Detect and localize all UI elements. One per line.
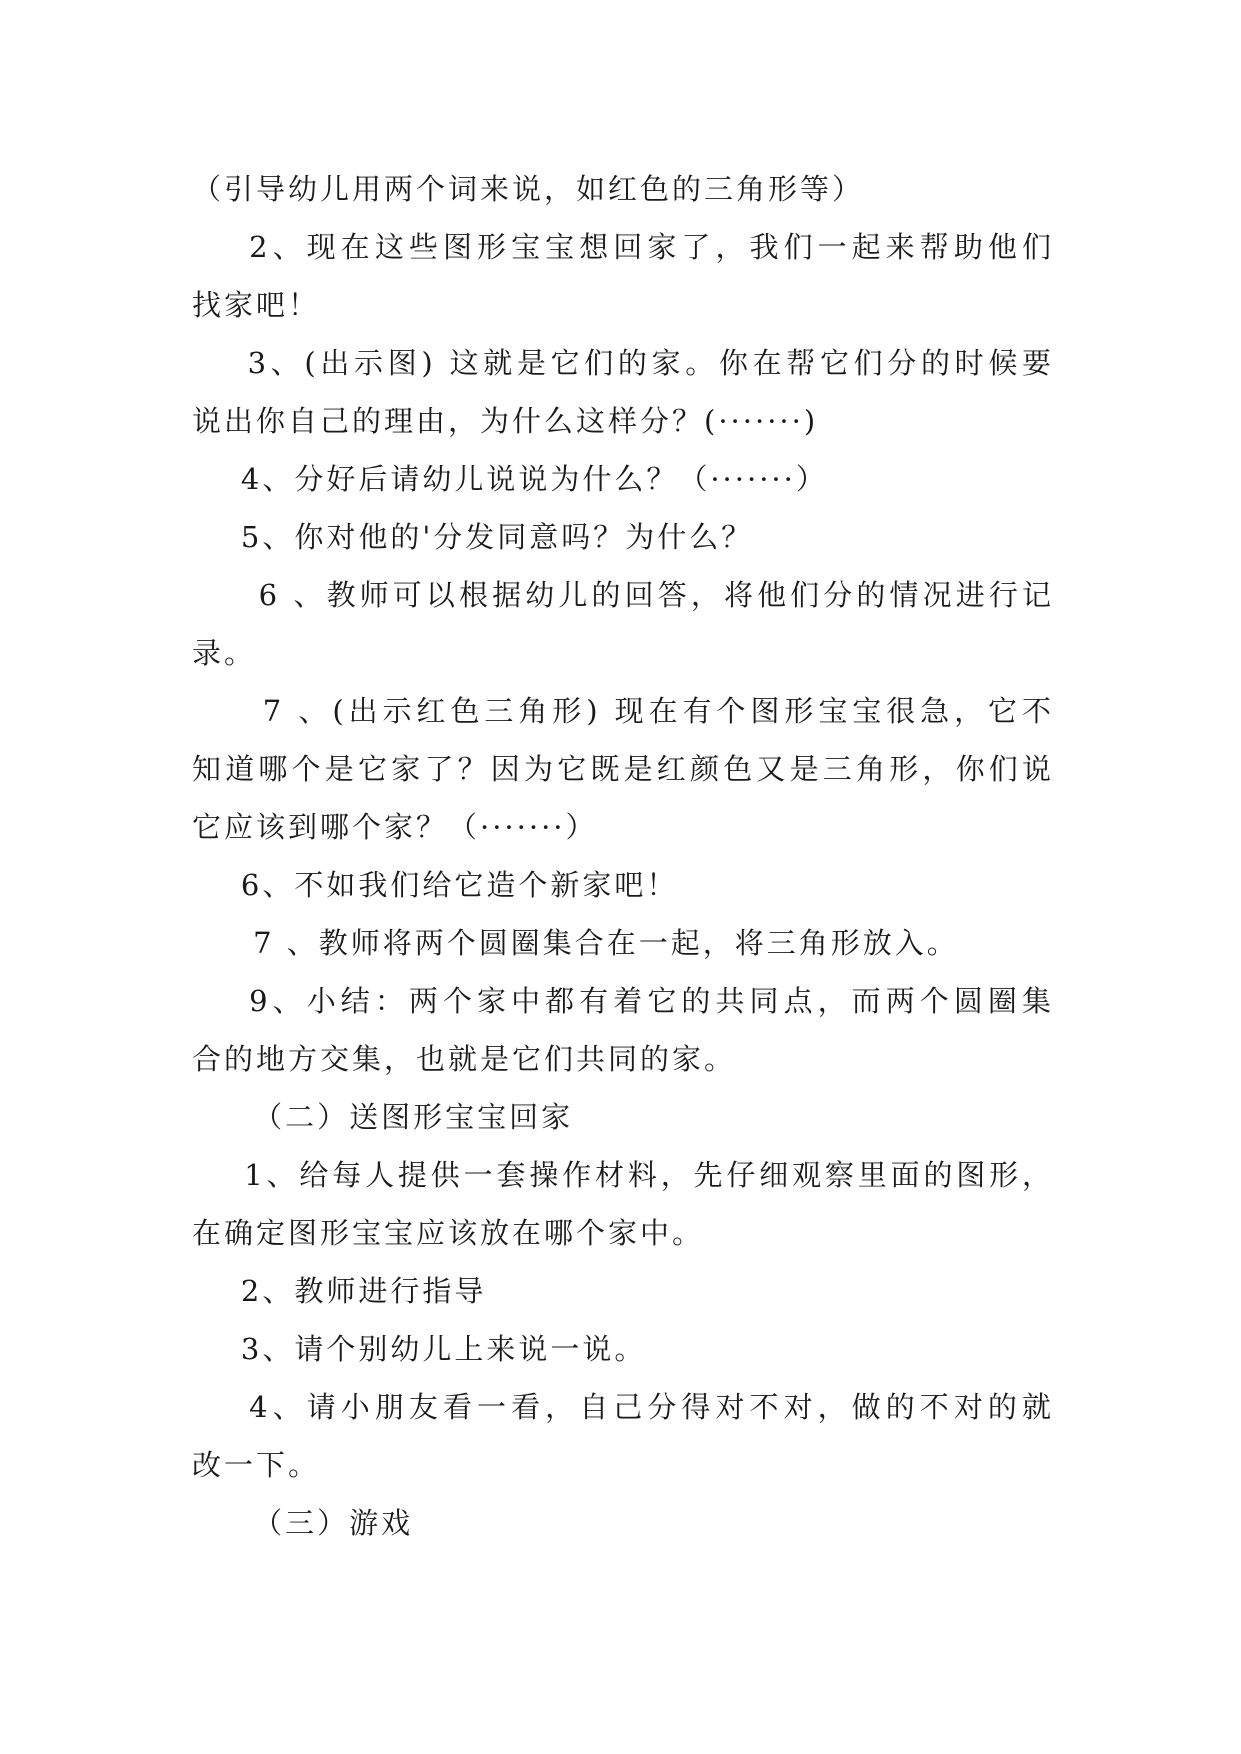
text-line: 合的地方交集，也就是它们共同的家。 (192, 1042, 737, 1076)
text-line: 4、请小朋友看一看，自己分得对不对，做的不对的就 (192, 1390, 1054, 1424)
text-line: 7 、(出示红色三角形) 现在有个图形宝宝很急，它不 (192, 694, 1054, 728)
section-heading: （二）送图形宝宝回家 (192, 1100, 574, 1134)
text-line: 说出你自己的理由，为什么这样分？(·······) (192, 404, 819, 438)
text-line: 7 、教师将两个圆圈集合在一起，将三角形放入。 (192, 926, 959, 960)
text-line: 录。 (192, 636, 257, 670)
text-line: 9、小结：两个家中都有着它的共同点，而两个圆圈集 (192, 984, 1054, 1018)
text-line: 1、给每人提供一套操作材料，先仔细观察里面的图形， (192, 1158, 1054, 1192)
text-line: 它应该到哪个家？（·······） (192, 810, 598, 844)
document-body (192, 160, 1054, 1552)
section-heading: （三）游戏 (192, 1506, 414, 1540)
text-line: 4、分好后请幼儿说说为什么？（·······） (192, 462, 828, 496)
text-line: 在确定图形宝宝应该放在哪个家中。 (192, 1216, 705, 1250)
text-line: 改一下。 (192, 1448, 321, 1482)
text-line: 2、现在这些图形宝宝想回家了，我们一起来帮助他们 (192, 230, 1054, 264)
text-line: 5、你对他的'分发同意吗？为什么？ (192, 520, 754, 554)
text-line: 3、请个别幼儿上来说一说。 (192, 1332, 647, 1366)
text-line: 3、(出示图) 这就是它们的家。你在帮它们分的时候要 (192, 346, 1054, 380)
text-line: 6、不如我们给它造个新家吧！ (192, 868, 679, 902)
text-line: （引导幼儿用两个词来说，如红色的三角形等） (192, 172, 865, 206)
text-line: 2、教师进行指导 (192, 1274, 487, 1308)
text-line: 找家吧！ (192, 288, 321, 322)
text-line: 知道哪个是它家了？因为它既是红颜色又是三角形，你们说 (192, 752, 1054, 786)
text-line: 6 、教师可以根据幼儿的回答，将他们分的情况进行记 (192, 578, 1054, 612)
